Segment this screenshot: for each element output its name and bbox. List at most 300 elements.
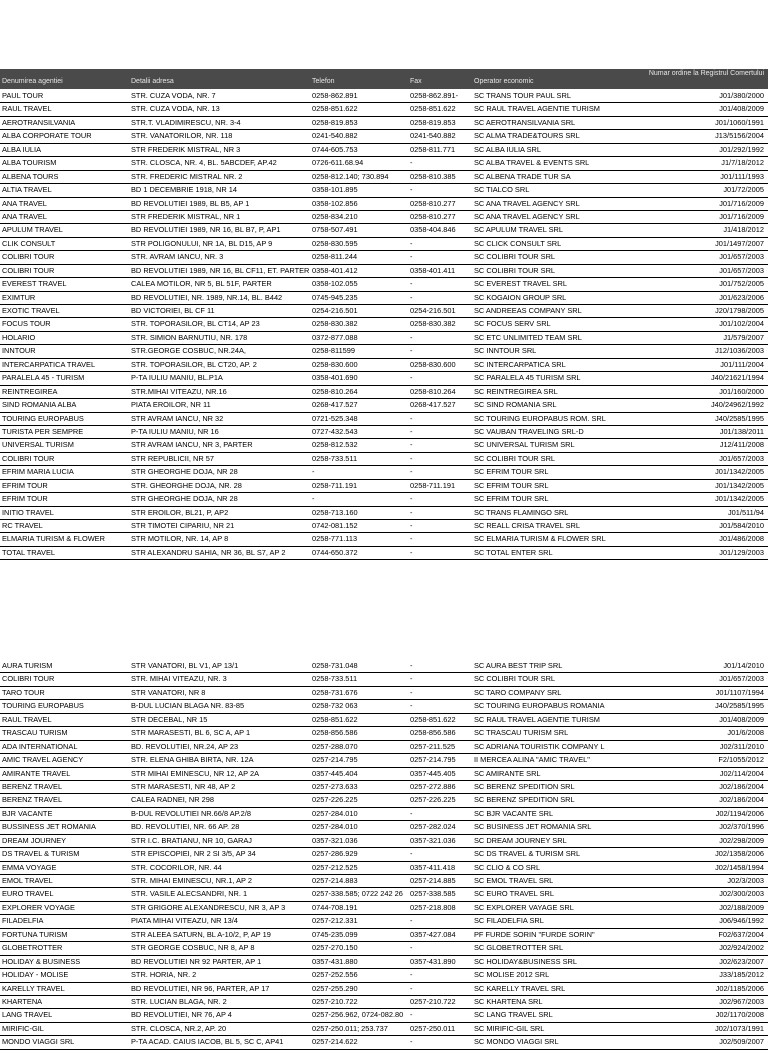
cell-phone: 0372-877.088 <box>312 332 358 342</box>
header-operator: Operator economic <box>474 78 534 85</box>
cell-phone: 0257-256.962, 0724-082.80 <box>312 1010 404 1020</box>
cell-fax: 0258-830.600 <box>410 359 456 369</box>
cell-operator: SC RAUL TRAVEL AGENTIE TURISM <box>474 714 600 724</box>
cell-fax: 0258-856.586 <box>410 728 456 738</box>
cell-registry-number: J01/716/2009 <box>719 198 764 208</box>
cell-operator: SC KHARTENA SRL <box>474 996 543 1006</box>
cell-fax: 0258-810.385 <box>410 171 456 181</box>
cell-agency-name: MONDO VIAGGI SRL <box>2 1037 75 1047</box>
table-row <box>0 399 768 412</box>
cell-address: STR. LUCIAN BLAGA, NR. 2 <box>131 996 227 1006</box>
header-registry-number: Numar ordine la Registrul Comertului <box>648 70 764 77</box>
cell-phone: 0258-862.891 <box>312 91 358 100</box>
cell-operator: SC ANA TRAVEL AGENCY SRL <box>474 198 580 208</box>
cell-phone: 0268-417.527 <box>312 400 358 410</box>
cell-address: P-TA IULIU MANIU, BL.P1A <box>131 373 223 383</box>
table-row <box>0 714 768 727</box>
cell-fax: 0258-830.382 <box>410 319 456 329</box>
table-row <box>0 754 768 767</box>
agency-table-2 <box>0 660 768 1050</box>
cell-phone: 0358-101.895 <box>312 185 358 195</box>
cell-fax: - <box>410 916 413 926</box>
table-row <box>0 90 768 103</box>
table-row <box>0 480 768 493</box>
table-row <box>0 278 768 291</box>
cell-registry-number: J01/1060/1991 <box>715 117 764 127</box>
cell-operator: SC ETC UNLIMITED TEAM SRL <box>474 332 582 342</box>
table-row <box>0 372 768 385</box>
table-row <box>0 969 768 982</box>
cell-registry-number: J02/1170/2008 <box>715 1010 764 1020</box>
cell-phone: 0257-226.225 <box>312 795 358 805</box>
table-row <box>0 292 768 305</box>
table-row <box>0 533 768 546</box>
cell-registry-number: J02/298/2009 <box>719 835 764 845</box>
cell-phone: 0258-731.676 <box>312 687 358 697</box>
cell-registry-number: J01/1342/2005 <box>715 467 764 477</box>
cell-fax: - <box>410 687 413 697</box>
cell-registry-number: J01/657/2003 <box>719 674 764 684</box>
cell-registry-number: J02/114/2004 <box>719 768 764 778</box>
cell-registry-number: J01/657/2003 <box>719 453 764 463</box>
cell-phone: 0744-650.372 <box>312 547 358 557</box>
cell-registry-number: F02/637/2004 <box>718 929 764 939</box>
cell-registry-number: J02/1194/2006 <box>715 808 764 818</box>
cell-operator: PF FURDE SORIN "FURDE SORIN" <box>474 929 595 939</box>
cell-phone: 0726-611.68.94 <box>312 158 364 168</box>
table-row <box>0 915 768 928</box>
table-row <box>0 547 768 560</box>
cell-agency-name: HOLIDAY - MOLISE <box>2 970 69 980</box>
cell-operator: SC FILADELFIA SRL <box>474 916 544 926</box>
cell-agency-name: EXIMTUR <box>2 292 36 302</box>
cell-registry-number: J01/129/2003 <box>719 547 764 557</box>
cell-registry-number: J01/752/2005 <box>719 279 764 289</box>
table-row <box>0 902 768 915</box>
table-row <box>0 741 768 754</box>
cell-operator: SC LANG TRAVEL SRL <box>474 1010 553 1020</box>
cell-address: PIATA EROILOR, NR 11 <box>131 400 211 410</box>
cell-agency-name: TOURING EUROPABUS <box>2 701 84 711</box>
cell-phone: - <box>312 494 315 504</box>
cell-agency-name: GLOBETROTTER <box>2 943 63 953</box>
cell-agency-name: PARALELA 45 - TURISM <box>2 373 85 383</box>
cell-operator: SC ALMA TRADE&TOURS SRL <box>474 131 580 141</box>
cell-operator: SC ADRIANA TOURISTIK COMPANY L <box>474 741 605 751</box>
cell-agency-name: TRASCAU TURISM <box>2 728 68 738</box>
cell-phone: 0258-812.532 <box>312 440 358 450</box>
table-row <box>0 318 768 331</box>
table-row <box>0 821 768 834</box>
cell-address: STR. MIHAI VITEAZU, NR. 3 <box>131 674 227 684</box>
table-row <box>0 507 768 520</box>
cell-operator: SC MIRIFIC-GIL SRL <box>474 1023 545 1033</box>
cell-registry-number: J02/186/2004 <box>719 781 764 791</box>
cell-address: B-DUL REVOLUTIEI NR.66/8 AP.2/8 <box>131 808 251 818</box>
table-row <box>0 808 768 821</box>
cell-phone: 0257-210.722 <box>312 996 358 1006</box>
cell-phone: 0257-255.290 <box>312 983 358 993</box>
table-row <box>0 983 768 996</box>
cell-phone: 0257-214.622 <box>312 1037 358 1047</box>
table-row <box>0 332 768 345</box>
cell-phone: 0258-856.586 <box>312 728 358 738</box>
cell-phone: 0258-713.160 <box>312 507 358 517</box>
cell-agency-name: AEROTRANSILVANIA <box>2 117 76 127</box>
cell-address: STR GEORGE COSBUC, NR 8, AP 8 <box>131 943 255 953</box>
cell-registry-number: J01/657/2003 <box>719 252 764 262</box>
cell-registry-number: J01/511/94 <box>727 507 764 517</box>
cell-address: STR.T. VLADIMIRESCU, NR. 3-4 <box>131 117 241 127</box>
cell-fax: 0258-810.277 <box>410 198 456 208</box>
table-row <box>0 265 768 278</box>
cell-fax: 0258-711.191 <box>410 480 456 490</box>
cell-operator: SC INNTOUR SRL <box>474 346 537 356</box>
cell-address: STR. TOPORASILOR, BL CT14, AP 23 <box>131 319 260 329</box>
table-row <box>0 835 768 848</box>
cell-phone: 0257-270.150 <box>312 943 358 953</box>
cell-fax: - <box>410 507 413 517</box>
cell-phone: 0258-830.382 <box>312 319 358 329</box>
cell-agency-name: DS TRAVEL & TURISM <box>2 849 80 859</box>
cell-agency-name: TARO TOUR <box>2 687 45 697</box>
cell-agency-name: BERENZ TRAVEL <box>2 781 63 791</box>
cell-agency-name: INNTOUR <box>2 346 36 356</box>
table-row <box>0 493 768 506</box>
cell-registry-number: J01/623/2006 <box>719 292 764 302</box>
cell-address: STR AVRAM IANCU, NR 32 <box>131 413 224 423</box>
cell-agency-name: AMIC TRAVEL AGENCY <box>2 755 84 765</box>
cell-address: P-TA ACAD. CAIUS IACOB, BL 5, SC C, AP41 <box>131 1037 284 1047</box>
cell-agency-name: EFRIM TOUR <box>2 480 48 490</box>
cell-operator: SC HOLIDAY&BUSINESS SRL <box>474 956 577 966</box>
cell-fax: - <box>410 185 413 195</box>
cell-phone: 0258-733.511 <box>312 674 358 684</box>
cell-operator: SC BUSINESS JET ROMANIA SRL <box>474 822 592 832</box>
cell-fax: - <box>410 983 413 993</box>
cell-address: BD VICTORIEI, BL CF 11 <box>131 306 215 315</box>
cell-phone: 0721-525.348 <box>312 413 358 423</box>
cell-agency-name: CLIK CONSULT <box>2 238 56 248</box>
cell-registry-number: J01/72/2005 <box>723 185 764 195</box>
cell-registry-number: J01/584/2010 <box>719 521 764 530</box>
cell-address: BD REVOLUTIEI, NR 96, PARTER, AP 17 <box>131 983 270 993</box>
cell-registry-number: J1/579/2007 <box>723 332 764 342</box>
cell-fax: 0258-810.264 <box>410 386 456 396</box>
cell-fax: - <box>410 808 413 818</box>
cell-agency-name: COLIBRI TOUR <box>2 265 55 275</box>
cell-fax: - <box>410 373 413 383</box>
cell-fax: 0257-211.525 <box>410 741 456 751</box>
cell-phone: 0258-834.210 <box>312 211 358 221</box>
cell-agency-name: ADA INTERNATIONAL <box>2 741 78 751</box>
cell-address: STR VANATORI, NR 8 <box>131 687 206 697</box>
cell-registry-number: J02/311/2010 <box>719 741 764 751</box>
table-row <box>0 224 768 237</box>
cell-registry-number: J40/2585/1995 <box>715 701 764 711</box>
cell-registry-number: J02/924/2002 <box>719 943 764 953</box>
cell-phone: 0358-102.055 <box>312 279 358 289</box>
cell-agency-name: REINTREGIREA <box>2 386 58 396</box>
cell-phone: 0257-288.070 <box>312 741 358 751</box>
cell-registry-number: J01/102/2004 <box>719 319 764 329</box>
cell-fax: 0357-431.890 <box>410 956 456 966</box>
cell-registry-number: J02/300/2003 <box>719 889 764 899</box>
cell-address: BD 1 DECEMBRIE 1918, NR 14 <box>131 185 237 195</box>
table-row <box>0 687 768 700</box>
cell-fax: 0241-540.882 <box>410 131 456 141</box>
cell-address: STR MOTILOR, NR. 14, AP 8 <box>131 534 229 544</box>
cell-operator: SC ANDREEAS COMPANY SRL <box>474 306 582 315</box>
cell-agency-name: SIND ROMANIA ALBA <box>2 400 77 410</box>
cell-address: STR. MIHAI EMINESCU, NR.1, AP 2 <box>131 876 253 885</box>
cell-address: STR. TOPORASILOR, BL CT20, AP. 2 <box>131 359 257 369</box>
table-row <box>0 144 768 157</box>
cell-agency-name: COLIBRI TOUR <box>2 453 55 463</box>
cell-operator: SC COLIBRI TOUR SRL <box>474 453 556 463</box>
cell-address: STR MARASESTI, NR 48, AP 2 <box>131 781 236 791</box>
table-row <box>0 956 768 969</box>
cell-fax: 0258-819.853 <box>410 117 456 127</box>
cell-operator: SC BERENZ SPEDITION SRL <box>474 781 575 791</box>
cell-registry-number: J01/657/2003 <box>719 265 764 275</box>
cell-address: STR VANATORI, BL V1, AP 13/1 <box>131 661 239 670</box>
table-row <box>0 117 768 130</box>
cell-registry-number: J02/623/2007 <box>719 956 764 966</box>
cell-fax: 0258-811.771 <box>410 144 456 154</box>
cell-phone: 0257-252.556 <box>312 970 358 980</box>
cell-registry-number: F2/1055/2012 <box>718 755 764 765</box>
cell-agency-name: BERENZ TRAVEL <box>2 795 63 805</box>
cell-operator: SC MONDO VIAGGI SRL <box>474 1037 559 1047</box>
cell-fax: - <box>410 494 413 504</box>
cell-fax: - <box>410 453 413 463</box>
table-row <box>0 1036 768 1049</box>
cell-phone: 0358-401.412 <box>312 265 358 275</box>
table-row <box>0 103 768 116</box>
cell-agency-name: BUSSINESS JET ROMANIA <box>2 822 96 832</box>
cell-registry-number: J33/185/2012 <box>719 970 764 980</box>
cell-address: STR. AVRAM IANCU, NR. 3 <box>131 252 224 262</box>
cell-operator: SC APULUM TRAVEL SRL <box>474 225 563 235</box>
cell-phone: 0257-214.883 <box>312 876 358 885</box>
table-row <box>0 700 768 713</box>
cell-fax: 0257-226.225 <box>410 795 456 805</box>
cell-address: STR.MIHAI VITEAZU, NR.16 <box>131 386 227 396</box>
cell-operator: SC BERENZ SPEDITION SRL <box>474 795 575 805</box>
cell-fax: - <box>410 534 413 544</box>
cell-fax: - <box>410 346 413 356</box>
cell-operator: SC TRANS FLAMINGO SRL <box>474 507 569 517</box>
cell-registry-number: J20/1798/2005 <box>715 306 764 315</box>
cell-address: BD. REVOLUTIEI, NR. 66 AP. 28 <box>131 822 240 832</box>
cell-address: BD REVOLUTIEI, NR. 1989, NR.14, BL. B442 <box>131 292 283 302</box>
cell-registry-number: J01/1107/1994 <box>715 687 764 697</box>
cell-agency-name: KHARTENA <box>2 996 43 1006</box>
cell-fax: 0257-214.795 <box>410 755 456 765</box>
cell-registry-number: J02/3/2003 <box>727 876 764 885</box>
cell-registry-number: J01/1342/2005 <box>715 480 764 490</box>
cell-registry-number: J01/160/2000 <box>719 386 764 396</box>
cell-registry-number: J02/370/1996 <box>719 822 764 832</box>
cell-registry-number: J01/716/2009 <box>719 211 764 221</box>
cell-agency-name: UNIVERSAL TURISM <box>2 440 74 450</box>
cell-phone: 0358-401.690 <box>312 373 358 383</box>
cell-address: BD REVOLUTIEI 1989, NR 16, BL CF11, ET. PARTER <box>131 265 310 275</box>
cell-phone: 0241-540.882 <box>312 131 358 141</box>
cell-fax: - <box>410 292 413 302</box>
cell-fax: - <box>410 1010 413 1020</box>
cell-registry-number: J02/1458/1994 <box>715 862 764 872</box>
cell-address: STR. CUZA VODA, NR. 7 <box>131 91 216 100</box>
cell-operator: SC BJR VACANTE SRL <box>474 808 554 818</box>
cell-registry-number: J1/7/18/2012 <box>721 158 764 168</box>
cell-address: STR FREDERIK MISTRAL, NR 3 <box>131 144 241 154</box>
cell-operator: SC TRASCAU TURISM SRL <box>474 728 569 738</box>
cell-agency-name: HOLARIO <box>2 332 36 342</box>
cell-registry-number: J02/186/2004 <box>719 795 764 805</box>
cell-phone: 0258-830.595 <box>312 238 358 248</box>
cell-agency-name: ALBA TOURISM <box>2 158 57 168</box>
cell-fax: 0268-417.527 <box>410 400 456 410</box>
cell-registry-number: J12/1036/2003 <box>715 346 764 356</box>
cell-address: STR. CLOSCA, NR. 4, BL. 5ABCDEF, AP.42 <box>131 158 277 168</box>
cell-phone: 0745-945.235 <box>312 292 358 302</box>
cell-operator: SC ALBA IULIA SRL <box>474 144 541 154</box>
cell-operator: SC EFRIM TOUR SRL <box>474 480 549 490</box>
cell-phone: 0257-273.633 <box>312 781 358 791</box>
cell-operator: SC EXPLORER VAYAGE SRL <box>474 902 574 912</box>
cell-address: STR ALEXANDRU SAHIA, NR 36, BL S7, AP 2 <box>131 547 286 557</box>
cell-agency-name: TOURING EUROPABUS <box>2 413 84 423</box>
cell-operator: SC REALL CRISA TRAVEL SRL <box>474 521 580 530</box>
cell-fax: - <box>410 332 413 342</box>
cell-fax: - <box>410 701 413 711</box>
cell-registry-number: J40/24962/1992 <box>710 400 764 410</box>
cell-phone: 0257-286.929 <box>312 849 358 859</box>
cell-phone: 0257-212.331 <box>312 916 358 926</box>
cell-address: STR AVRAM IANCU, NR 3, PARTER <box>131 440 253 450</box>
table-header <box>0 69 768 89</box>
cell-phone: 0254-216.501 <box>312 306 358 315</box>
cell-fax: 0257-338.585 <box>410 889 456 899</box>
cell-address: STR. HORIA, NR. 2 <box>131 970 197 980</box>
cell-registry-number: J12/411/2008 <box>719 440 764 450</box>
cell-agency-name: TURISTA PER SEMPRE <box>2 426 84 436</box>
cell-fax: - <box>410 943 413 953</box>
cell-phone: 0257-338.585; 0722 242 26 <box>312 889 403 899</box>
cell-agency-name: DREAM JOURNEY <box>2 835 67 845</box>
cell-operator: SC ELMARIA TURISM & FLOWER SRL <box>474 534 606 544</box>
cell-fax: 0258-810.277 <box>410 211 456 221</box>
table-row <box>0 184 768 197</box>
cell-address: PIATA MIHAI VITEAZU, NR 13/4 <box>131 916 238 926</box>
cell-registry-number: J01/408/2009 <box>719 104 764 114</box>
cell-registry-number: J01/14/2010 <box>723 661 764 670</box>
cell-phone: 0258-733.511 <box>312 453 358 463</box>
cell-registry-number: J1/418/2012 <box>723 225 764 235</box>
cell-phone: 0744-708.191 <box>312 902 358 912</box>
cell-agency-name: RAUL TRAVEL <box>2 714 52 724</box>
table-row <box>0 238 768 251</box>
cell-agency-name: BJR VACANTE <box>2 808 53 818</box>
cell-phone: 0358-102.856 <box>312 198 358 208</box>
cell-agency-name: ALBA CORPORATE TOUR <box>2 131 92 141</box>
cell-operator: SC KOGAION GROUP SRL <box>474 292 567 302</box>
cell-fax: - <box>410 252 413 262</box>
cell-agency-name: ELMARIA TURISM & FLOWER <box>2 534 105 544</box>
cell-operator: SC PARALELA 45 TURISM SRL <box>474 373 581 383</box>
cell-operator: SC GLOBETROTTER SRL <box>474 943 564 953</box>
cell-operator: SC KARELLY TRAVEL SRL <box>474 983 566 993</box>
cell-fax: 0258-851.622 <box>410 104 456 114</box>
cell-fax: 0257-218.808 <box>410 902 456 912</box>
cell-phone: 0258-711.191 <box>312 480 358 490</box>
cell-registry-number: J06/946/1992 <box>719 916 764 926</box>
table-row <box>0 413 768 426</box>
cell-address: B-DUL LUCIAN BLAGA NR. 83-85 <box>131 701 245 711</box>
cell-fax: 0358-401.411 <box>410 265 456 275</box>
cell-fax: - <box>410 413 413 423</box>
cell-address: STR. ELENA GHIBA BIRTA, NR. 12A <box>131 755 254 765</box>
cell-agency-name: INTERCARPATICA TRAVEL <box>2 359 96 369</box>
cell-registry-number: J01/486/2008 <box>719 534 764 544</box>
cell-operator: SC COLIBRI TOUR SRL <box>474 265 556 275</box>
cell-agency-name: FILADELFIA <box>2 916 44 926</box>
cell-fax: - <box>410 440 413 450</box>
cell-registry-number: J01/1342/2005 <box>715 494 764 504</box>
cell-phone: 0258-811599 <box>312 346 356 356</box>
cell-agency-name: TOTAL TRAVEL <box>2 547 55 557</box>
cell-phone: 0758-507.491 <box>312 225 358 235</box>
cell-fax: 0257-282.024 <box>410 822 456 832</box>
table-row <box>0 660 768 673</box>
cell-operator: SC MOLISE 2012 SRL <box>474 970 550 980</box>
cell-operator: SC CLIO & CO SRL <box>474 862 541 872</box>
cell-phone: 0258-771.113 <box>312 534 358 544</box>
table-row <box>0 130 768 143</box>
cell-phone: 0258-810.264 <box>312 386 358 396</box>
cell-registry-number: J01/6/2008 <box>727 728 764 738</box>
cell-fax: - <box>410 849 413 859</box>
cell-address: STR. CUZA VODA, NR. 13 <box>131 104 220 114</box>
table-row <box>0 439 768 452</box>
table-row <box>0 198 768 211</box>
table-row <box>0 929 768 942</box>
cell-operator: SC UNIVERSAL TURISM SRL <box>474 440 575 450</box>
cell-address: STR. GHEORGHE DOJA, NR. 28 <box>131 480 242 490</box>
cell-operator: SC TRANS TOUR PAUL SRL <box>474 91 571 100</box>
cell-agency-name: AMIRANTE TRAVEL <box>2 768 71 778</box>
cell-address: STR ALEEA SATURN, BL A-10/2, P, AP 19 <box>131 929 271 939</box>
table-row <box>0 345 768 358</box>
cell-agency-name: COLIBRI TOUR <box>2 252 55 262</box>
cell-phone: 0258-851.622 <box>312 104 358 114</box>
cell-phone: 0257-212.525 <box>312 862 358 872</box>
cell-registry-number: J02/188/2009 <box>719 902 764 912</box>
cell-registry-number: J01/380/2000 <box>719 91 764 100</box>
table-row <box>0 942 768 955</box>
cell-fax: 0357-445.405 <box>410 768 456 778</box>
cell-phone: 0258-732 063 <box>312 701 358 711</box>
cell-operator: SC FOCUS SERV SRL <box>474 319 551 329</box>
cell-agency-name: ANA TRAVEL <box>2 198 47 208</box>
cell-address: STR GRIGORE ALEXANDRESCU, NR 3, AP 3 <box>131 902 286 912</box>
cell-operator: SC CLICK CONSULT SRL <box>474 238 562 248</box>
cell-agency-name: EFRIM MARIA LUCIA <box>2 467 74 477</box>
cell-phone: 0258-731.048 <box>312 661 358 670</box>
cell-agency-name: FORTUNA TURISM <box>2 929 68 939</box>
